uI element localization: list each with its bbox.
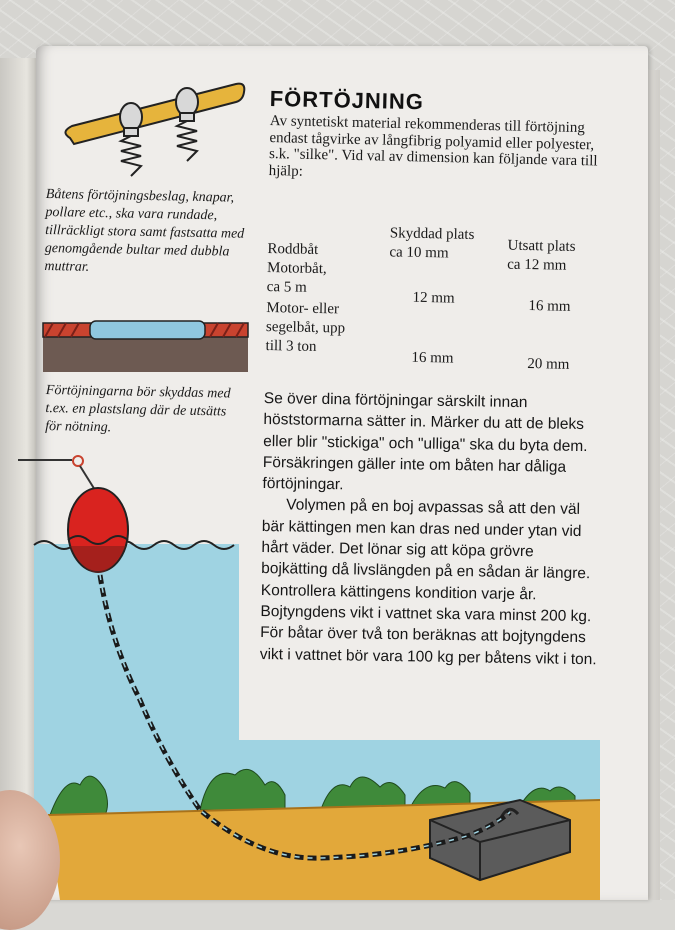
fittings-illustration bbox=[65, 84, 244, 176]
fittings-caption: Båtens förtöjningsbeslag, knapar, pollare etc., ska vara rundade, tillräckligt stora samt fastsatta med genomgående bultar med dubbla muttrar. bbox=[44, 186, 245, 275]
header-exposed: Utsatt plats bbox=[507, 237, 576, 255]
paragraph: Volymen på en boj avpassas så att den väl bär kättingen men kan dras ned under ytan vid hårt väder. Det lönar sig att köpa grövre bojkätting då livslängden på en sådan är längre. Kontrollera kättingens kondition varje år. Bojtyngdens vikt i vattnet ska vara minst 200 kg. För båtar över två ton beräknas att bojtyngdens vikt i vattnet bör vara 100 kg per båtens vikt i ton. bbox=[259, 496, 597, 668]
cell-protected: 16 mm bbox=[411, 349, 454, 367]
row-label: Roddbåt bbox=[267, 240, 319, 258]
hose-illustration bbox=[43, 321, 248, 372]
page-title: FÖRTÖJNING bbox=[269, 86, 425, 115]
body-text bbox=[260, 388, 604, 670]
cell-exposed: 16 mm bbox=[528, 298, 571, 315]
dimension-table bbox=[265, 222, 598, 378]
row-label: segelbåt, upp bbox=[265, 318, 346, 337]
row-label: Motor- eller bbox=[266, 299, 340, 318]
cell-protected: 12 mm bbox=[412, 289, 455, 307]
header-protected-sub: ca 10 mm bbox=[389, 244, 449, 262]
header-exposed-sub: ca 12 mm bbox=[507, 256, 567, 274]
row-label: Motorbåt, bbox=[266, 259, 327, 278]
paragraph: Se över dina förtöjningar särskilt innan höststormarna sätter in. Märker du att de bleks eller blir "stickiga" och "ulliga" ska du byta dem. Försäkringen gäller inte om båten har dåliga förtöjningar. bbox=[262, 389, 588, 494]
row-label: till 3 ton bbox=[265, 337, 317, 355]
row-label: ca 5 m bbox=[266, 278, 307, 296]
hose-caption: Förtöjningarna bör skyddas med t.ex. en plastslang där de utsätts för nötning. bbox=[45, 382, 231, 436]
header-protected: Skyddad plats bbox=[389, 225, 475, 243]
intro-text: Av syntetiskt material rekommenderas till förtöjning endast tågvirke av långfibrig polyamid eller polyester, s.k. "silke". Vid val av dimension kan följande vara till hjälp: bbox=[268, 113, 598, 180]
cell-exposed: 20 mm bbox=[527, 356, 570, 373]
